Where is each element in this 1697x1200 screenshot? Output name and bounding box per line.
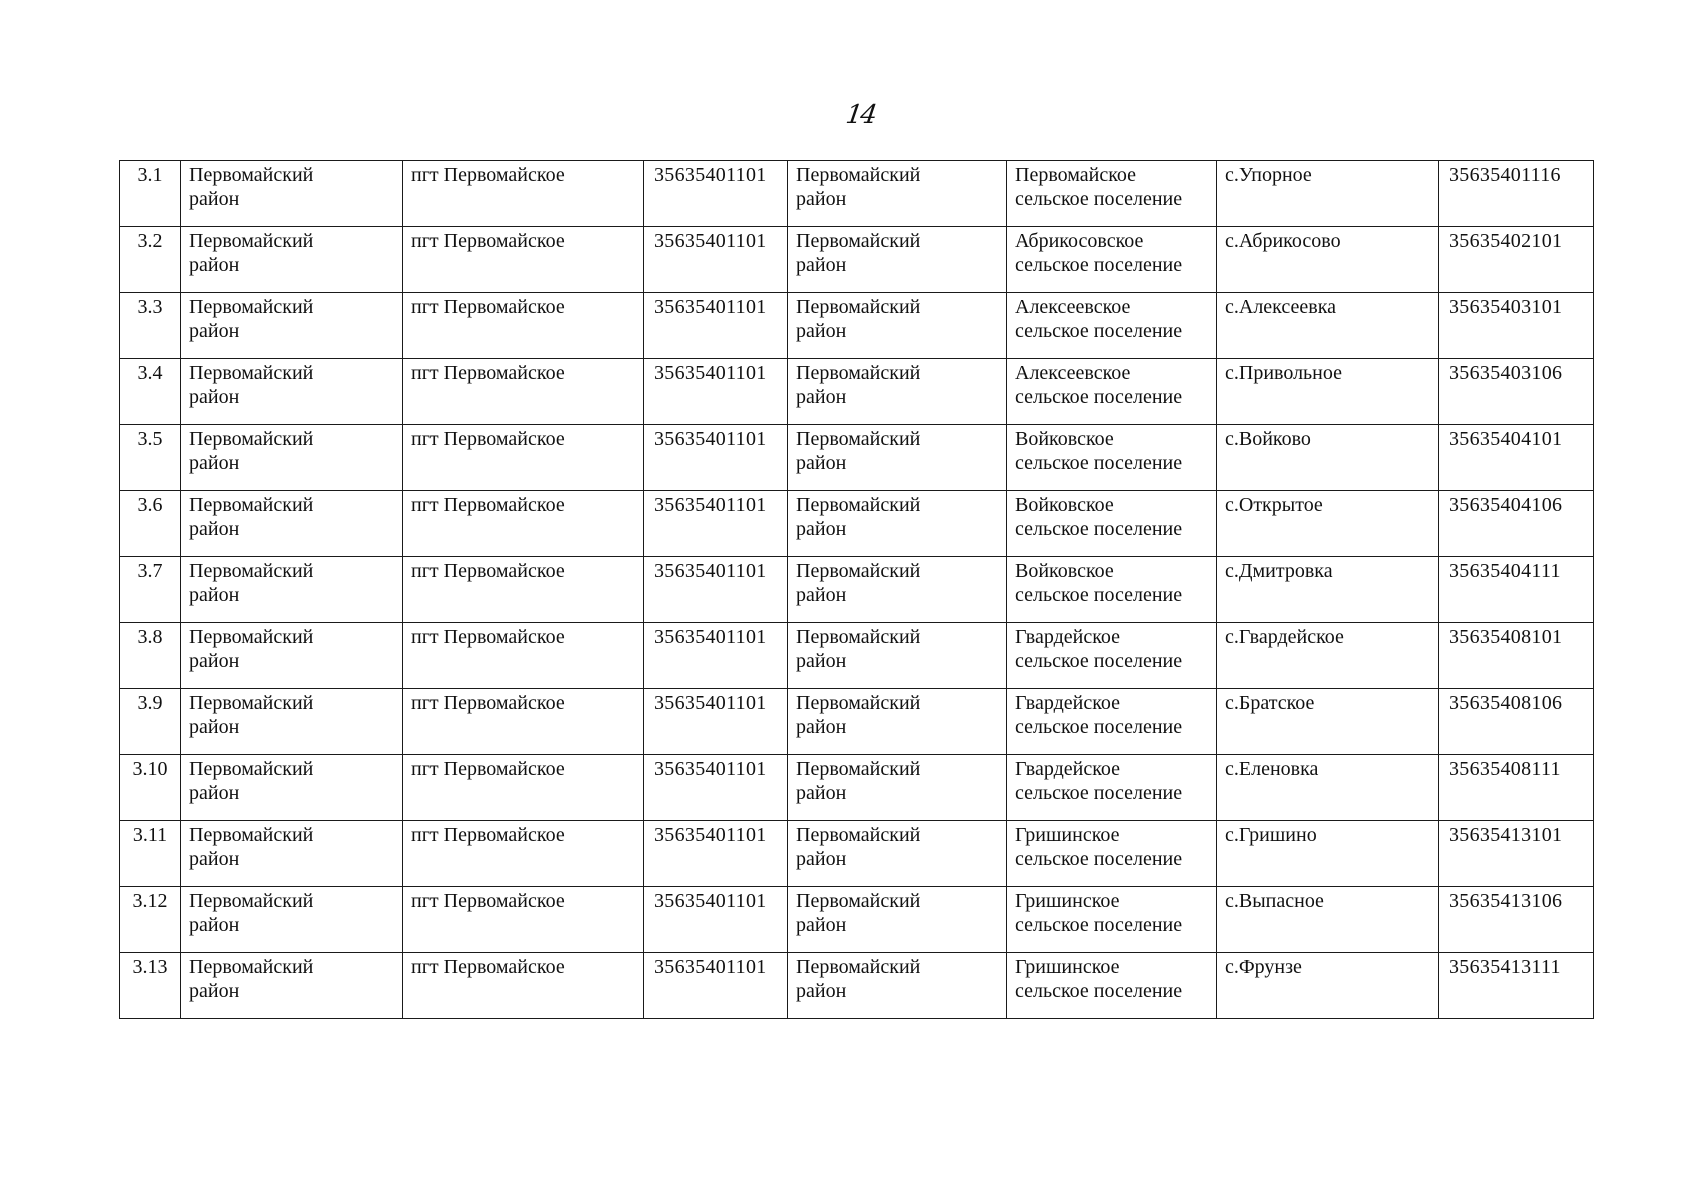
row-number: 3.12 (132, 890, 168, 912)
locality-name: с.Привольное (1225, 362, 1342, 384)
district-cell (181, 491, 403, 557)
locality-code-cell (1439, 755, 1594, 821)
center-cell (403, 425, 644, 491)
district-type: район (189, 518, 240, 540)
table-body (120, 161, 1594, 1019)
settlement-name: Войковское (1015, 494, 1114, 516)
table-row (120, 425, 1594, 491)
settlement-cell (1007, 755, 1217, 821)
settlement-name: Войковское (1015, 428, 1114, 450)
district2-name: Первомайский (796, 626, 921, 648)
district2-type: район (796, 254, 847, 276)
center-name: пгт Первомайское (411, 362, 565, 384)
locality-name: с.Упорное (1225, 164, 1312, 186)
locality-cell (1217, 425, 1439, 491)
locality-code: 35635404101 (1449, 428, 1563, 450)
district2-name: Первомайский (796, 560, 921, 582)
settlements-table (119, 160, 1594, 1019)
locality-code: 35635408106 (1449, 692, 1563, 714)
table-row (120, 557, 1594, 623)
row-number: 3.8 (137, 626, 163, 648)
table-row (120, 293, 1594, 359)
district-cell (181, 953, 403, 1019)
district2-type: район (796, 452, 847, 474)
row-number-cell (120, 755, 181, 821)
center-name: пгт Первомайское (411, 626, 565, 648)
row-number-cell (120, 293, 181, 359)
center-cell (403, 557, 644, 623)
center-code: 35635401101 (654, 626, 767, 648)
district2-name: Первомайский (796, 164, 921, 186)
row-number-cell (120, 821, 181, 887)
district-cell (181, 161, 403, 227)
district2-type: район (796, 980, 847, 1002)
district-name: Первомайский (189, 956, 314, 978)
settlement-cell (1007, 359, 1217, 425)
district2-type: район (796, 782, 847, 804)
center-code-cell (644, 161, 788, 227)
locality-cell (1217, 359, 1439, 425)
district2-type: район (796, 848, 847, 870)
center-cell (403, 821, 644, 887)
row-number: 3.1 (137, 164, 163, 186)
center-name: пгт Первомайское (411, 956, 565, 978)
settlement-name: Гришинское (1015, 890, 1120, 912)
locality-name: с.Открытое (1225, 494, 1323, 516)
district-type: район (189, 716, 240, 738)
district2-type: район (796, 716, 847, 738)
table-row (120, 887, 1594, 953)
district2-cell (788, 293, 1007, 359)
row-number-cell (120, 623, 181, 689)
center-name: пгт Первомайское (411, 164, 565, 186)
district-cell (181, 293, 403, 359)
settlement-type: сельское поселение (1015, 848, 1183, 870)
locality-name: с.Войково (1225, 428, 1311, 450)
district-type: район (189, 452, 240, 474)
center-code-cell (644, 491, 788, 557)
district2-type: район (796, 188, 847, 210)
locality-code: 35635404106 (1449, 494, 1563, 516)
locality-code-cell (1439, 623, 1594, 689)
center-code-cell (644, 293, 788, 359)
district2-cell (788, 359, 1007, 425)
settlement-cell (1007, 227, 1217, 293)
settlement-cell (1007, 953, 1217, 1019)
locality-name: с.Алексеевка (1225, 296, 1337, 318)
district-name: Первомайский (189, 692, 314, 714)
table-row (120, 359, 1594, 425)
district-name: Первомайский (189, 758, 314, 780)
district-cell (181, 887, 403, 953)
center-cell (403, 359, 644, 425)
row-number: 3.9 (137, 692, 163, 714)
center-code: 35635401101 (654, 692, 767, 714)
center-code: 35635401101 (654, 560, 767, 582)
settlement-name: Первомайское (1015, 164, 1137, 186)
settlement-type: сельское поселение (1015, 518, 1183, 540)
locality-code: 35635408111 (1449, 758, 1561, 780)
center-cell (403, 623, 644, 689)
district2-cell (788, 557, 1007, 623)
settlement-type: сельское поселение (1015, 650, 1183, 672)
locality-code: 35635404111 (1449, 560, 1561, 582)
locality-name: с.Абрикосово (1225, 230, 1341, 252)
center-name: пгт Первомайское (411, 758, 565, 780)
locality-name: с.Гришино (1225, 824, 1317, 846)
locality-name: с.Братское (1225, 692, 1315, 714)
row-number: 3.6 (137, 494, 163, 516)
table-row (120, 755, 1594, 821)
locality-code: 35635403101 (1449, 296, 1563, 318)
table-row (120, 623, 1594, 689)
district2-type: район (796, 320, 847, 342)
district2-cell (788, 425, 1007, 491)
locality-code: 35635408101 (1449, 626, 1563, 648)
locality-code-cell (1439, 557, 1594, 623)
locality-code-cell (1439, 293, 1594, 359)
locality-name: с.Еленовка (1225, 758, 1319, 780)
district2-cell (788, 821, 1007, 887)
settlement-name: Гвардейское (1015, 692, 1121, 714)
district-type: район (189, 650, 240, 672)
locality-code: 35635413111 (1449, 956, 1561, 978)
district-name: Первомайский (189, 494, 314, 516)
row-number: 3.11 (132, 824, 168, 846)
settlement-name: Алексеевское (1015, 296, 1131, 318)
center-code-cell (644, 425, 788, 491)
district2-type: район (796, 584, 847, 606)
district-name: Первомайский (189, 428, 314, 450)
locality-code-cell (1439, 425, 1594, 491)
center-code-cell (644, 623, 788, 689)
locality-cell (1217, 755, 1439, 821)
row-number-cell (120, 359, 181, 425)
locality-code-cell (1439, 161, 1594, 227)
district-cell (181, 689, 403, 755)
row-number-cell (120, 887, 181, 953)
center-code: 35635401101 (654, 824, 767, 846)
center-cell (403, 491, 644, 557)
center-code-cell (644, 227, 788, 293)
locality-code-cell (1439, 491, 1594, 557)
district-type: район (189, 584, 240, 606)
locality-code: 35635413101 (1449, 824, 1563, 846)
district2-cell (788, 227, 1007, 293)
table-row (120, 491, 1594, 557)
district2-name: Первомайский (796, 230, 921, 252)
settlement-type: сельское поселение (1015, 716, 1183, 738)
row-number: 3.13 (132, 956, 168, 978)
district-type: район (189, 386, 240, 408)
settlement-cell (1007, 557, 1217, 623)
district2-name: Первомайский (796, 890, 921, 912)
center-name: пгт Первомайское (411, 890, 565, 912)
district2-type: район (796, 518, 847, 540)
row-number-cell (120, 161, 181, 227)
district2-name: Первомайский (796, 758, 921, 780)
center-code: 35635401101 (654, 428, 767, 450)
settlement-name: Войковское (1015, 560, 1114, 582)
locality-code: 35635402101 (1449, 230, 1563, 252)
center-cell (403, 953, 644, 1019)
row-number: 3.5 (137, 428, 163, 450)
locality-code: 35635413106 (1449, 890, 1563, 912)
district-name: Первомайский (189, 362, 314, 384)
page-number: 14 (843, 100, 878, 130)
center-code: 35635401101 (654, 296, 767, 318)
settlement-type: сельское поселение (1015, 452, 1183, 474)
center-code-cell (644, 359, 788, 425)
row-number-cell (120, 953, 181, 1019)
district2-cell (788, 953, 1007, 1019)
district-type: район (189, 254, 240, 276)
locality-code-cell (1439, 689, 1594, 755)
settlement-name: Гришинское (1015, 824, 1120, 846)
district2-name: Первомайский (796, 692, 921, 714)
center-code: 35635401101 (654, 164, 767, 186)
row-number-cell (120, 557, 181, 623)
center-name: пгт Первомайское (411, 560, 565, 582)
district2-cell (788, 623, 1007, 689)
locality-cell (1217, 887, 1439, 953)
settlement-cell (1007, 623, 1217, 689)
district2-cell (788, 491, 1007, 557)
locality-code-cell (1439, 887, 1594, 953)
locality-cell (1217, 557, 1439, 623)
center-code: 35635401101 (654, 362, 767, 384)
locality-code-cell (1439, 821, 1594, 887)
center-name: пгт Первомайское (411, 296, 565, 318)
locality-cell (1217, 161, 1439, 227)
settlement-name: Алексеевское (1015, 362, 1131, 384)
district-name: Первомайский (189, 560, 314, 582)
district2-name: Первомайский (796, 494, 921, 516)
center-cell (403, 689, 644, 755)
settlement-type: сельское поселение (1015, 584, 1183, 606)
district-type: район (189, 848, 240, 870)
district2-type: район (796, 386, 847, 408)
settlement-type: сельское поселение (1015, 254, 1183, 276)
district2-type: район (796, 914, 847, 936)
settlement-name: Гвардейское (1015, 758, 1121, 780)
locality-cell (1217, 953, 1439, 1019)
center-cell (403, 293, 644, 359)
table-row (120, 689, 1594, 755)
locality-cell (1217, 227, 1439, 293)
center-code-cell (644, 755, 788, 821)
settlement-name: Гвардейское (1015, 626, 1121, 648)
center-cell (403, 887, 644, 953)
settlement-type: сельское поселение (1015, 386, 1183, 408)
district-type: район (189, 914, 240, 936)
settlement-type: сельское поселение (1015, 188, 1183, 210)
settlement-cell (1007, 491, 1217, 557)
center-code-cell (644, 953, 788, 1019)
district-name: Первомайский (189, 230, 314, 252)
district-name: Первомайский (189, 626, 314, 648)
locality-name: с.Выпасное (1225, 890, 1324, 912)
center-name: пгт Первомайское (411, 824, 565, 846)
district-cell (181, 425, 403, 491)
row-number-cell (120, 491, 181, 557)
locality-name: с.Гвардейское (1225, 626, 1344, 648)
district2-cell (788, 161, 1007, 227)
district2-name: Первомайский (796, 824, 921, 846)
row-number-cell (120, 425, 181, 491)
settlement-cell (1007, 887, 1217, 953)
center-code: 35635401101 (654, 230, 767, 252)
settlement-cell (1007, 689, 1217, 755)
settlement-cell (1007, 161, 1217, 227)
center-code: 35635401101 (654, 890, 767, 912)
center-cell (403, 755, 644, 821)
center-name: пгт Первомайское (411, 692, 565, 714)
center-code: 35635401101 (654, 494, 767, 516)
locality-code: 35635403106 (1449, 362, 1563, 384)
settlement-cell (1007, 425, 1217, 491)
center-code-cell (644, 557, 788, 623)
district-name: Первомайский (189, 296, 314, 318)
center-code: 35635401101 (654, 758, 767, 780)
district-cell (181, 623, 403, 689)
table-row (120, 953, 1594, 1019)
locality-code-cell (1439, 359, 1594, 425)
table-row (120, 161, 1594, 227)
center-code: 35635401101 (654, 956, 767, 978)
center-cell (403, 227, 644, 293)
locality-cell (1217, 821, 1439, 887)
table-row (120, 821, 1594, 887)
locality-cell (1217, 293, 1439, 359)
settlement-type: сельское поселение (1015, 914, 1183, 936)
row-number: 3.4 (137, 362, 163, 384)
district-name: Первомайский (189, 890, 314, 912)
locality-name: с.Фрунзе (1225, 956, 1302, 978)
district2-type: район (796, 650, 847, 672)
settlement-cell (1007, 821, 1217, 887)
district-type: район (189, 320, 240, 342)
table-row (120, 227, 1594, 293)
row-number-cell (120, 227, 181, 293)
district-cell (181, 359, 403, 425)
locality-name: с.Дмитровка (1225, 560, 1333, 582)
settlement-name: Абрикосовское (1015, 230, 1144, 252)
district-type: район (189, 188, 240, 210)
center-code-cell (644, 887, 788, 953)
settlement-name: Гришинское (1015, 956, 1120, 978)
settlement-type: сельское поселение (1015, 980, 1183, 1002)
locality-code-cell (1439, 953, 1594, 1019)
district2-cell (788, 755, 1007, 821)
center-code-cell (644, 689, 788, 755)
district-cell (181, 755, 403, 821)
settlement-type: сельское поселение (1015, 320, 1183, 342)
center-code-cell (644, 821, 788, 887)
district-name: Первомайский (189, 164, 314, 186)
locality-cell (1217, 491, 1439, 557)
locality-code-cell (1439, 227, 1594, 293)
district-cell (181, 227, 403, 293)
center-name: пгт Первомайское (411, 428, 565, 450)
district2-cell (788, 689, 1007, 755)
district-type: район (189, 980, 240, 1002)
district-name: Первомайский (189, 824, 314, 846)
locality-cell (1217, 623, 1439, 689)
row-number: 3.2 (137, 230, 163, 252)
settlement-type: сельское поселение (1015, 782, 1183, 804)
district2-name: Первомайский (796, 956, 921, 978)
row-number: 3.3 (137, 296, 163, 318)
district-cell (181, 557, 403, 623)
district-type: район (189, 782, 240, 804)
district2-name: Первомайский (796, 362, 921, 384)
center-name: пгт Первомайское (411, 230, 565, 252)
center-cell (403, 161, 644, 227)
locality-code: 35635401116 (1449, 164, 1561, 186)
district2-name: Первомайский (796, 296, 921, 318)
row-number: 3.10 (132, 758, 168, 780)
row-number: 3.7 (137, 560, 163, 582)
district2-name: Первомайский (796, 428, 921, 450)
settlement-cell (1007, 293, 1217, 359)
district-cell (181, 821, 403, 887)
district2-cell (788, 887, 1007, 953)
row-number-cell (120, 689, 181, 755)
center-name: пгт Первомайское (411, 494, 565, 516)
locality-cell (1217, 689, 1439, 755)
